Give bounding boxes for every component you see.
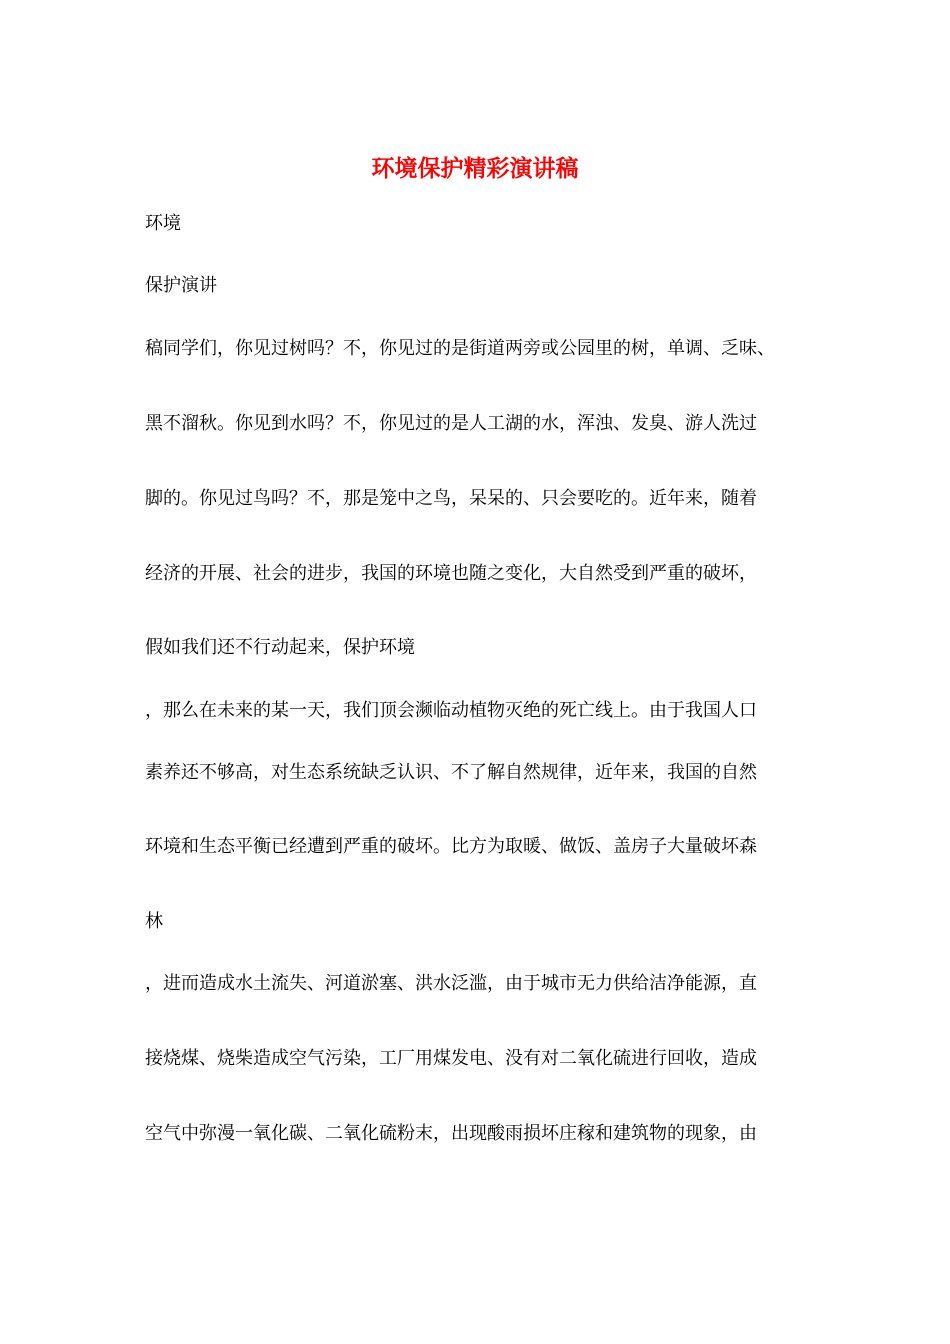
text-line: 黑不溜秋。你见到水吗？不，你见过的是人工湖的水，浑浊、发臭、游人洗过 [145, 413, 757, 434]
text-line: 脚的。你见过鸟吗？不，那是笼中之鸟，呆呆的、只会要吃的。近年来，随着 [145, 488, 757, 509]
text-line: 素养还不够高，对生态系统缺乏认识、不了解自然规律，近年来，我国的自然 [145, 762, 757, 783]
text-line: 假如我们还不行动起来，保护环境 [145, 637, 415, 658]
text-line: 稿同学们，你见过树吗？不，你见过的是街道两旁或公园里的树，单调、乏味、 [145, 338, 775, 359]
text-line: 空气中弥漫一氧化碳、二氧化硫粉末，出现酸雨损坏庄稼和建筑物的现象，由 [145, 1123, 757, 1144]
text-line: ，进而造成水土流失、河道淤塞、洪水泛滥，由于城市无力供给洁净能源，直 [145, 973, 757, 994]
text-line: 保护演讲 [145, 275, 217, 296]
text-line: ，那么在未来的某一天，我们顶会濒临动植物灭绝的死亡线上。由于我国人口 [145, 700, 757, 721]
text-line: 接烧煤、烧柴造成空气污染，工厂用煤发电、没有对二氧化硫进行回收，造成 [145, 1048, 757, 1069]
text-line: 环境 [145, 213, 181, 234]
text-line: 环境和生态平衡已经遭到严重的破坏。比方为取暖、做饭、盖房子大量破坏森 [145, 836, 757, 857]
text-line: 经济的开展、社会的进步，我国的环境也随之变化，大自然受到严重的破坏， [145, 563, 757, 584]
text-line: 林 [145, 911, 163, 932]
document-title: 环境保护精彩演讲稿 [371, 155, 579, 182]
